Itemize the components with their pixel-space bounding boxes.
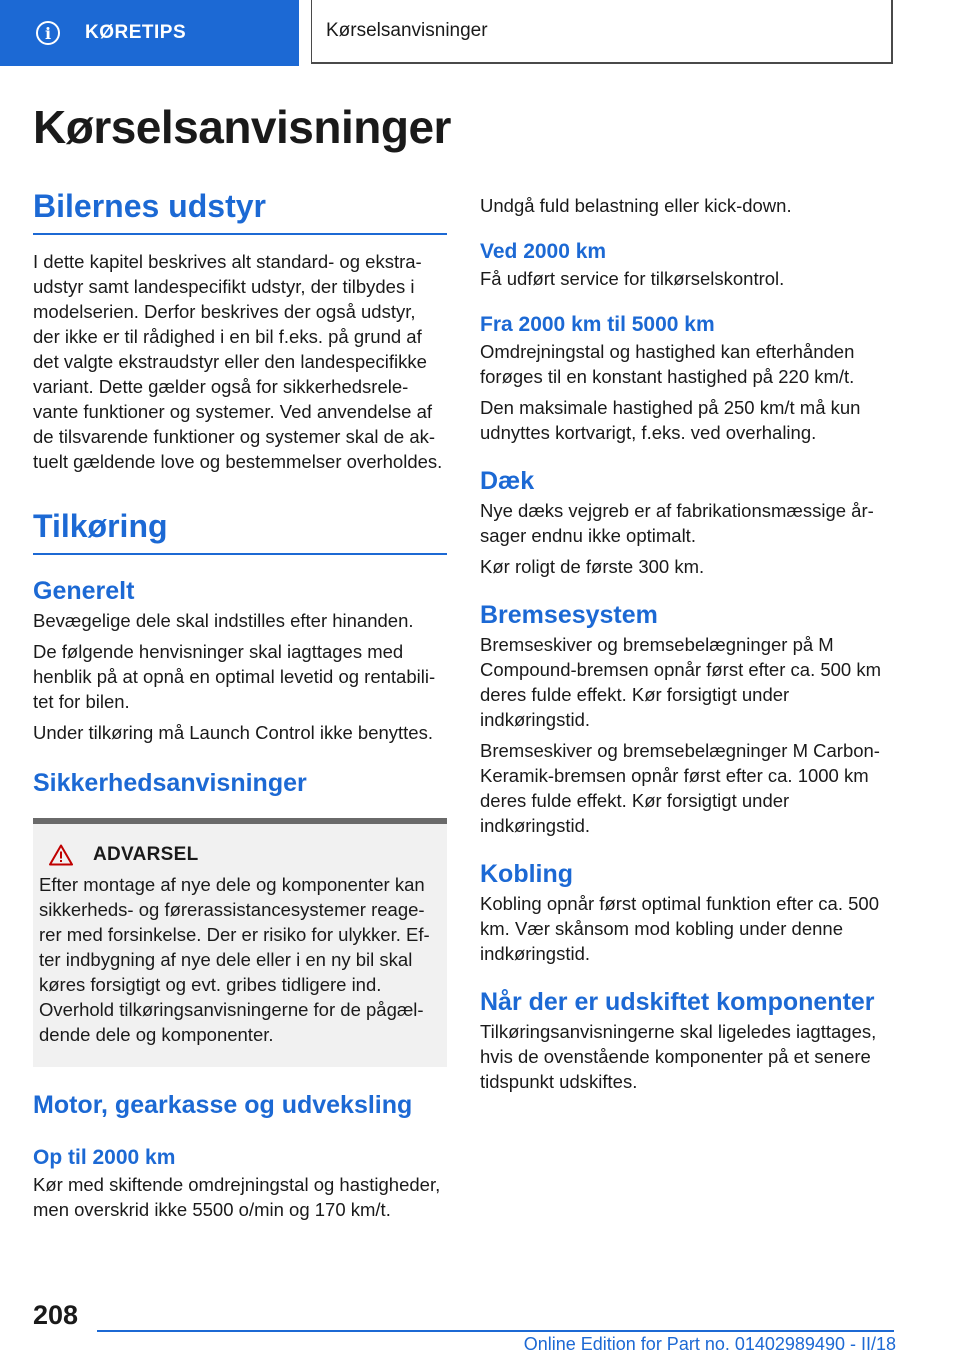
at2000-heading: Ved 2000 km: [480, 240, 607, 263]
page-title: Kørselsanvisninger: [33, 101, 451, 153]
chapter-title: Kørselsanvisninger: [326, 20, 488, 41]
equipment-text: I dette kapitel beskrives alt standard- og ekstraudstyr samt landespecifikt udstyr, der tilbydes i modelserien. Derfor beskrives der også udstyr, der ikke er til rådighed i en bil f.eks. på grund af det valgte ekstraudstyr eller den landespecifikke variant. Dette gælder også for sikkerhedsrelevante funktioner og systemer. Ved anvendelse af de tilsvarende funktioner og systemer skal de aktuelt gældende love og bestemmelser overholdes.: [33, 251, 443, 472]
clutch-heading: Kobling: [480, 860, 574, 888]
safety-heading: Sikkerhedsanvisninger: [33, 769, 307, 797]
clutch-text: Kobling opnår først optimal funktion efter ca. 500 km. Vær skånsom mod kobling under denne indkøringstid.: [480, 893, 879, 964]
warning-paragraph-2: Overhold tilkøringsanvisningerne for de pågældende dele og komponenter.: [39, 999, 424, 1045]
general-paragraph-1: Bevægelige dele skal indstilles efter hinanden.: [33, 610, 414, 631]
warning-header: [49, 844, 439, 866]
replaced-text: Tilkøringsanvisningerne skal ligeledes iagttages, hvis de ovenstående komponenter på et senere tidspunkt udskiftes.: [480, 1021, 877, 1092]
left-column: [33, 188, 447, 1222]
brakes-heading: Bremsesystem: [480, 601, 658, 629]
warning-box: [33, 818, 447, 1067]
at2000-text: Få udført service for tilkørselskontrol.: [480, 268, 785, 289]
from2000-paragraph-2: Den maksimale hastighed på 250 km/t må kun udnyttes kortvarigt, f.eks. ved overhaling.: [480, 397, 861, 443]
general-heading: Generelt: [33, 577, 135, 605]
section-tab[interactable]: [0, 0, 299, 66]
info-icon: i: [36, 21, 60, 45]
edition-note: Online Edition for Part no. 01402989490 - II/18: [523, 1334, 896, 1354]
right-column: [480, 193, 896, 1094]
tires-heading: Dæk: [480, 467, 535, 495]
warning-triangle-icon: [49, 844, 73, 866]
upto2000-text: Kør med skiftende omdrejningstal og hastigheder, men overskrid ikke 5500 o/min og 170 km/t.: [33, 1174, 441, 1220]
tires-paragraph-2: Kør roligt de første 300 km.: [480, 556, 705, 577]
engine-heading: Motor, gearkasse og udveksling: [33, 1091, 413, 1119]
replaced-heading: Når der er udskiftet komponenter: [480, 988, 875, 1016]
from2000-paragraph-1: Omdrejningstal og hastighed kan efterhånden forøges til en konstant hastighed på 220 km/t.: [480, 341, 855, 387]
chapter-header: [311, 0, 893, 64]
page-number: 208: [33, 1300, 79, 1330]
upto2000-heading: Op til 2000 km: [33, 1146, 176, 1169]
break-in-heading: Tilkøring: [33, 508, 447, 555]
section-label: KØRETIPS: [85, 22, 187, 43]
avoid-text: Undgå fuld belastning eller kick-down.: [480, 195, 792, 216]
warning-paragraph-1: Efter montage af nye dele og komponenter kan sikkerheds- og førerassistancesystemer reagerer med forsinkelse. Der er risiko for ulykker. Efter indbygning af nye dele eller i en ny bil skal køres forsigtigt og evt. gribes tidligere ind.: [39, 874, 430, 995]
from2000-heading: Fra 2000 km til 5000 km: [480, 313, 715, 336]
equipment-heading: Bilernes udstyr: [33, 188, 447, 235]
footer-divider: [97, 1330, 894, 1332]
warning-title: ADVARSEL: [93, 844, 199, 865]
general-paragraph-2: De følgende henvisninger skal iagttages med henblik på at opnå en optimal levetid og rentabilitet for bilen.: [33, 641, 436, 712]
brakes-paragraph-2: Bremseskiver og bremsebelægninger M Carbon-Keramik-bremsen opnår først efter ca. 1000 km deres fulde effekt. Kør forsigtigt under indkøringstid.: [480, 740, 880, 836]
general-paragraph-3: Under tilkøring må Launch Control ikke benyttes.: [33, 722, 433, 743]
brakes-paragraph-1: Bremseskiver og bremsebelægninger på M Compound-bremsen opnår først efter ca. 500 km deres fulde effekt. Kør forsigtigt under indkøringstid.: [480, 634, 882, 730]
tires-paragraph-1: Nye dæks vejgreb er af fabrikationsmæssige årsager endnu ikke optimalt.: [480, 500, 874, 546]
